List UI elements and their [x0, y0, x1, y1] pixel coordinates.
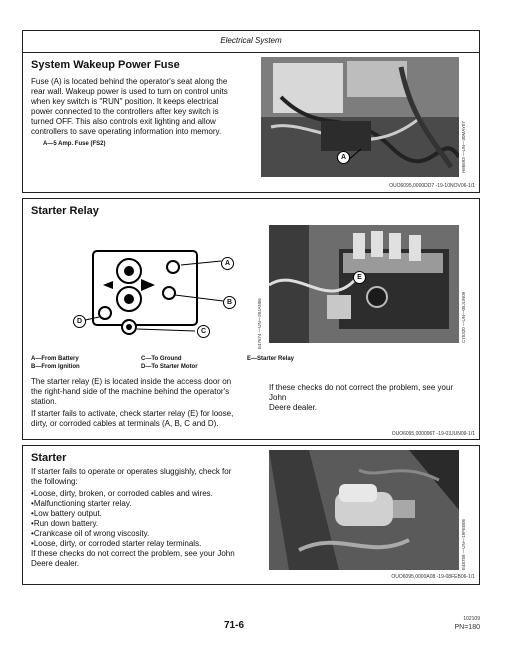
relay-photo-illustration	[269, 225, 459, 343]
section-title: System Wakeup Power Fuse	[31, 59, 180, 71]
legend-item: A—From Battery	[31, 356, 79, 362]
text-line: Fuse (A) is located behind the operator's seat along the	[31, 77, 228, 86]
text-line: Deere dealer.	[269, 403, 318, 412]
text-line: If these checks do not correct the problem, see your John	[269, 383, 454, 402]
photo-reference: C75320 —UN—05JUN09	[461, 291, 466, 343]
check-list	[31, 489, 263, 549]
check-list-item: • Low battery output.	[31, 509, 263, 519]
relay-diagram	[63, 237, 253, 347]
relay-paragraph	[31, 377, 263, 407]
wakeup-legend: A—5 Amp. Fuse (FS2)	[43, 141, 106, 147]
callout-e: E	[353, 271, 366, 284]
fuse-photo-illustration	[261, 57, 459, 177]
text-line: rear wall. Wakeup power is used to turn on control units	[31, 87, 228, 96]
legend-item: C—To Ground	[141, 356, 182, 362]
photo-reference: H86693 —UN—30MAY07	[461, 121, 466, 173]
legend-item: B—From Ignition	[31, 364, 80, 370]
callout-d: D	[73, 315, 86, 328]
check-list-item: • Crankcase oil of wrong viscosity.	[31, 529, 263, 539]
text-line: turned OFF. This also controls exit lighting and allow	[31, 117, 216, 126]
callout-c: C	[197, 325, 210, 338]
footer-pn: PN=180	[454, 624, 480, 631]
text-line: controllers to save operating information into memory.	[31, 127, 222, 136]
check-list-item: • Loose, dirty, or corroded starter relay terminals.	[31, 539, 263, 549]
starter-photo-illustration	[269, 450, 459, 570]
section-title: Starter Relay	[31, 205, 99, 217]
relay-photo	[269, 225, 459, 343]
document-code: OUO6095,000096T -19-03JUN09-1/1	[391, 431, 475, 437]
wakeup-paragraph	[31, 77, 261, 137]
text-line: The starter relay (E) is located inside the access door on	[31, 377, 232, 386]
callout-b: B	[223, 296, 236, 309]
check-list-item: • Run down battery.	[31, 519, 263, 529]
page-number: 71-6	[224, 620, 245, 631]
starter-outro	[31, 549, 263, 569]
text-line: If starter fails to operate or operates sluggishly, check for	[31, 467, 232, 476]
check-list-item: • Malfunctioning starter relay.	[31, 499, 263, 509]
legend-col-1	[31, 355, 80, 371]
section-title: Starter	[31, 452, 67, 464]
callout-a: A	[221, 257, 234, 270]
text-line: If starter fails to activate, check starter relay (E) for loose,	[31, 409, 234, 418]
page-header-title: Electrical System	[220, 36, 282, 45]
relay-right-paragraph	[269, 383, 469, 413]
wakeup-fuse-section	[22, 52, 480, 193]
text-line: station.	[31, 397, 57, 406]
starter-relay-section	[22, 198, 480, 440]
footer-date: 102109	[463, 616, 480, 622]
starter-photo	[269, 450, 459, 570]
starter-intro	[31, 467, 263, 487]
photo-reference: E48758 —UN—19FEB06	[461, 518, 466, 570]
fuse-photo	[261, 57, 459, 177]
document-code: OUO6095,0000DD7 -19-10NOV06-1/1	[389, 183, 475, 189]
legend-item: E—Starter Relay	[247, 356, 295, 362]
legend-col-2	[141, 355, 198, 371]
check-list-item: • Loose, dirty, broken, or corroded cables and wires.	[31, 489, 263, 499]
text-line: Deere dealer.	[31, 559, 80, 568]
starter-section	[22, 445, 480, 585]
document-code: OUO6095,0000A08 -19-08FEB06-1/1	[391, 574, 475, 580]
text-line: dirty, or corroded cables at terminals (A, B, C and D).	[31, 419, 219, 428]
text-line: power connected to the controllers after key switch is	[31, 107, 219, 116]
page-header	[22, 30, 480, 52]
text-line: the right-hand side of the machine behind the operator's	[31, 387, 230, 396]
legend-col-3	[247, 355, 294, 363]
text-line: when key switch is "RUN" position. It keeps electrical	[31, 97, 219, 106]
text-line: If these checks do not correct the problem, see your John	[31, 549, 235, 558]
relay-paragraph-2	[31, 409, 271, 429]
callout-a: A	[337, 151, 350, 164]
diagram-reference: E47674 —UN—20JAN06	[257, 298, 262, 349]
legend-item: D—To Starter Motor	[141, 364, 198, 370]
text-line: the following:	[31, 477, 78, 486]
